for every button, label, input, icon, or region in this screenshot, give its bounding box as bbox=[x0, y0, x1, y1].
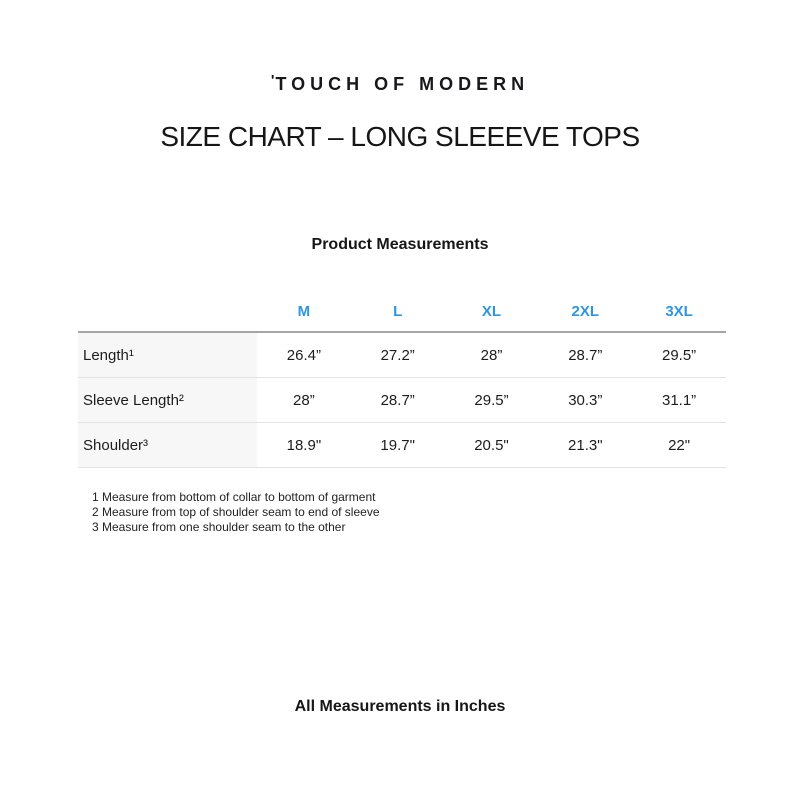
measurement-row-length bbox=[78, 332, 726, 378]
size-column-header-m: M bbox=[257, 291, 351, 332]
measurement-value: 18.9" bbox=[257, 423, 351, 468]
size-column-header-2xl: 2XL bbox=[538, 291, 632, 332]
brand-logo-text: TOUCH OF MODERN bbox=[275, 74, 530, 94]
measurement-value: 31.1” bbox=[632, 378, 726, 423]
measurement-value: 30.3” bbox=[538, 378, 632, 423]
measurement-row-shoulder bbox=[78, 423, 726, 468]
footnote-2: 2 Measure from top of shoulder seam to end of sleeve bbox=[92, 505, 380, 519]
measurement-value: 28.7” bbox=[351, 378, 445, 423]
measurement-value: 28” bbox=[257, 378, 351, 423]
brand-logo bbox=[0, 72, 800, 95]
measurement-value: 22" bbox=[632, 423, 726, 468]
size-chart-table bbox=[78, 291, 726, 468]
section-title: Product Measurements bbox=[311, 236, 489, 253]
units-note: All Measurements in Inches bbox=[294, 698, 506, 715]
footnote-1: 1 Measure from bottom of collar to bottom of garment bbox=[92, 490, 376, 504]
page-title: SIZE CHART – LONG SLEEEVE TOPS bbox=[160, 121, 640, 152]
row-label-shoulder: Shoulder³ bbox=[78, 423, 257, 468]
size-column-header-xl: XL bbox=[445, 291, 539, 332]
row-label-sleeve-length: Sleeve Length² bbox=[78, 378, 257, 423]
measurement-value: 28” bbox=[445, 332, 539, 378]
measurement-row-sleeve-length bbox=[78, 378, 726, 423]
size-header-empty-cell bbox=[78, 291, 257, 332]
size-header-row bbox=[78, 291, 726, 332]
measurement-value: 26.4” bbox=[257, 332, 351, 378]
footnotes bbox=[92, 490, 380, 535]
footnote-3: 3 Measure from one shoulder seam to the other bbox=[92, 520, 346, 534]
measurement-value: 29.5” bbox=[445, 378, 539, 423]
row-label-length: Length¹ bbox=[78, 332, 257, 378]
measurement-value: 19.7" bbox=[351, 423, 445, 468]
measurement-value: 28.7” bbox=[538, 332, 632, 378]
measurement-value: 21.3" bbox=[538, 423, 632, 468]
size-column-header-l: L bbox=[351, 291, 445, 332]
measurement-value: 29.5” bbox=[632, 332, 726, 378]
brand-logo-mark: ' bbox=[270, 72, 275, 89]
size-column-header-3xl: 3XL bbox=[632, 291, 726, 332]
measurement-value: 20.5" bbox=[445, 423, 539, 468]
measurement-value: 27.2” bbox=[351, 332, 445, 378]
size-chart-table-container bbox=[78, 291, 726, 468]
